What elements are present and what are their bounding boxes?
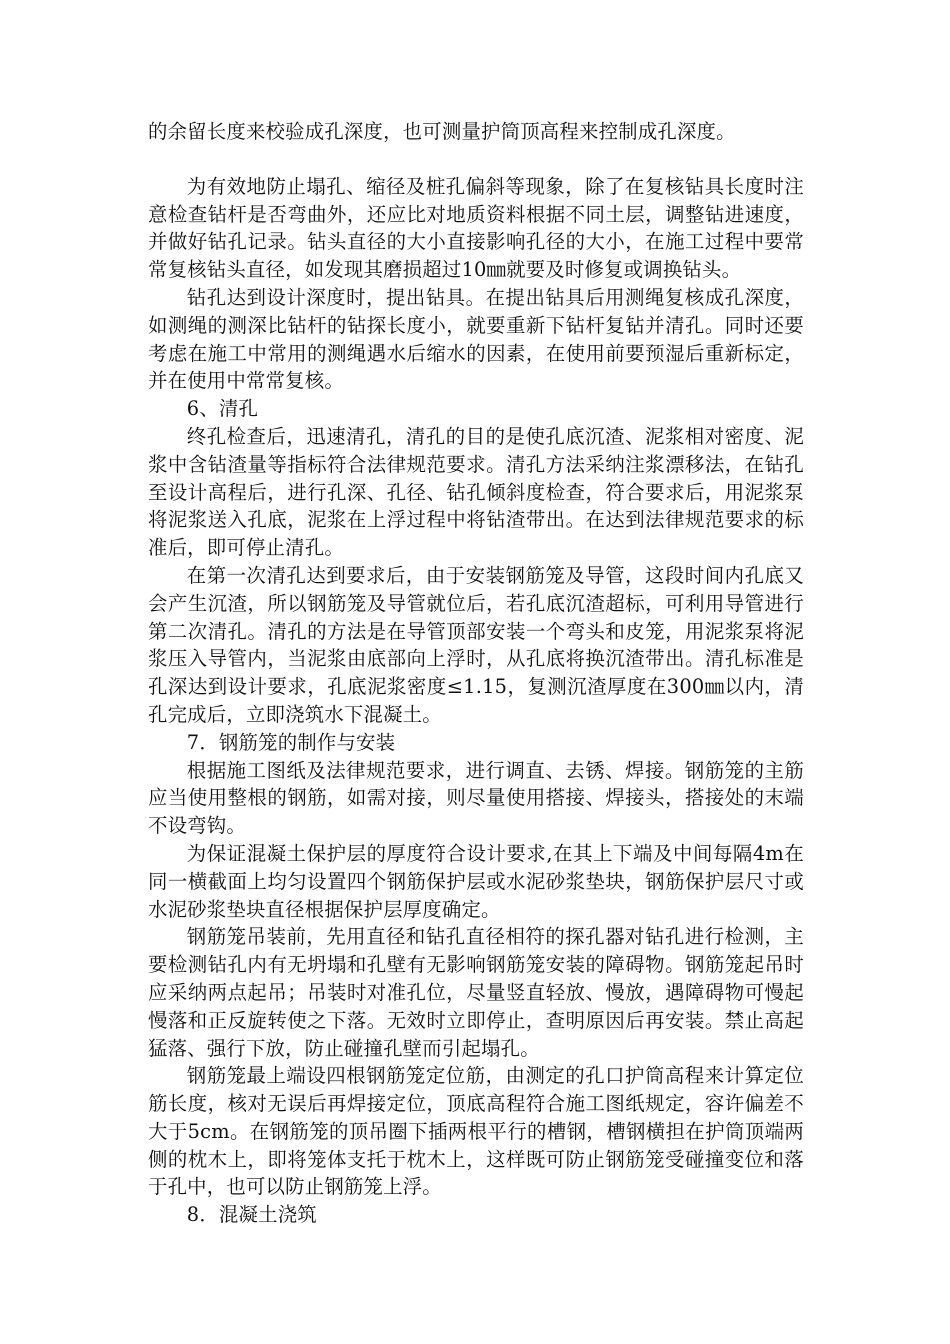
paragraph-cage-hoisting: 钢筋笼吊装前，先用直径和钻孔直径相符的探孔器对钻孔进行检测，主要检测钻孔内有无坍塌和孔壁有无影响钢筋笼安装的障碍物。钢筋笼起吊时应采纳两点起吊；吊装时对准孔位，尽量竖直轻放、慢放，遇障碍物可慢起慢落和正反旋转使之下落。无效时立即停止，查明原因后再安装。禁止高起猛落、强行下放，防止碰撞孔壁而引起塌孔。 [148,925,804,1060]
paragraph-rebar-fabrication: 根据施工图纸及法律规范要求，进行调直、去锈、焊接。钢筋笼的主筋应当使用整根的钢筋，如需对接，则尽量使用搭接、焊接头，搭接处的末端不设弯钩。 [148,758,804,838]
paragraph-second-cleaning: 在第一次清孔达到要求后，由于安装钢筋笼及导管，这段时间内孔底又会产生沉渣，所以钢筋笼及导管就位后，若孔底沉渣超标，可利用导管进行第二次清孔。清孔的方法是在导管顶部安装一个弯头和皮笼，用泥浆泵将泥浆压入导管内，当泥浆由底部向上浮时，从孔底将换沉渣带出。清孔标准是孔深达到设计要求，孔底泥浆密度≤1.15，复测沉渣厚度在300㎜以内，清孔完成后，立即浇筑水下混凝土。 [148,563,804,726]
paragraph-cleaning-method: 终孔检查后，迅速清孔，清孔的目的是使孔底沉渣、泥浆相对密度、泥浆中含钻渣量等指标符合法律规范要求。清孔方法采纳注浆漂移法，在钻孔至设计高程后，进行孔深、孔径、钻孔倾斜度检查，符合要求后，用泥浆泵将泥浆送入孔底，泥浆在上浮过程中将钻渣带出。在达到法律规范要求的标准后，即可停止清孔。 [148,424,804,560]
section-heading-hole-cleaning: 6、清孔 [186,397,259,421]
paragraph-protective-layer: 为保证混凝土保护层的厚度符合设计要求,在其上下端及中间每隔4m在同一横截面上均匀设置四个钢筋保护层或水泥砂浆垫块，钢筋保护层尺寸或水泥砂浆垫块直径根据保护层厚度确定。 [148,841,804,921]
section-heading-rebar-cage: 7．钢筋笼的制作与安装 [186,730,396,754]
section-heading-concrete-pouring: 8．混凝土浇筑 [186,1203,317,1227]
paragraph-depth-check: 的余留长度来校验成孔深度，也可测量护筒顶高程来控制成孔深度。 [148,120,736,143]
paragraph-drilling-depth: 钻孔达到设计深度时，提出钻具。在提出钻具后用测绳复核成孔深度，如测绳的测深比钻杆的钻探长度小，就要重新下钻杆复钻并清孔。同时还要考虑在施工中常用的测绳遇水后缩水的因素，在使用前要预湿后重新标定，并在使用中常常复核。 [148,285,804,393]
paragraph-cage-positioning: 钢筋笼最上端设四根钢筋笼定位筋，由测定的孔口护筒高程来计算定位筋长度，核对无误后再焊接定位，顶底高程符合施工图纸规定，容许偏差不大于5cm。在钢筋笼的顶吊圈下插两根平行的槽钢，槽钢横担在护筒顶端两侧的枕木上，即将笼体支托于枕木上，这样既可防止钢筋笼受碰撞变位和落于孔中，也可以防止钢筋笼上浮。 [148,1064,804,1199]
document-body [148,118,804,1229]
paragraph-prevent-collapse: 为有效地防止塌孔、缩径及桩孔偏斜等现象，除了在复核钻具长度时注意检查钻杆是否弯曲外，还应比对地质资料根据不同土层，调整钻进速度，并做好钻孔记录。钻头直径的大小直接影响孔径的大小，在施工过程中要常常复核钻头直径，如发现其磨损超过10㎜就要及时修复或调换钻头。 [148,174,804,282]
